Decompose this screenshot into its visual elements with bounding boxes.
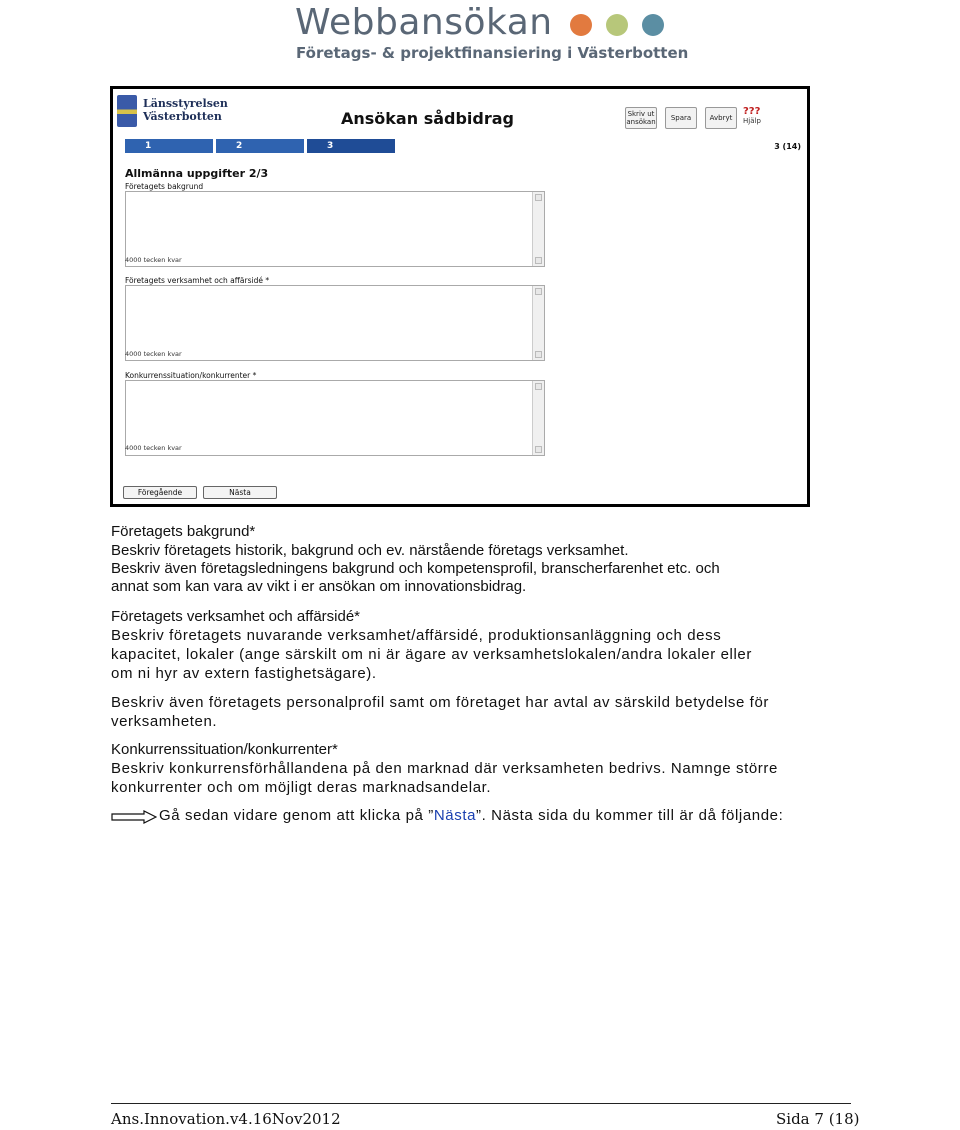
next-button[interactable]: Nästa: [203, 486, 277, 499]
field-label-background: Företagets bakgrund: [125, 182, 204, 191]
paragraph-line: Beskriv konkurrensförhållandena på den marknad där verksamheten bedrivs. Namnge större: [111, 760, 778, 777]
logo-subtitle: Företags- & projektfinansiering i Västerbotten: [296, 44, 689, 62]
help-button[interactable]: ??? Hjälp: [743, 106, 761, 125]
paragraph-line: om ni hyr av extern fastighetsägare).: [111, 665, 377, 682]
paragraph-line: Beskriv även företagsledningens bakgrund och kompetensprofil, branscherfarenhet etc. och: [111, 560, 720, 577]
char-counter-business: 4000 tecken kvar: [125, 350, 182, 358]
print-button[interactable]: Skriv ut ansökan: [625, 107, 657, 129]
step-tabs: [125, 139, 395, 153]
field-label-business: Företagets verksamhet och affärsidé *: [125, 276, 270, 285]
section-title: Allmänna uppgifter 2/3: [125, 167, 269, 180]
org-name: Länsstyrelsen Västerbotten: [143, 97, 228, 123]
textarea-scrollbar[interactable]: [532, 286, 544, 360]
page-number: Sida 7 (18): [776, 1110, 860, 1128]
paragraph-line: Beskriv även företagets personalprofil samt om företaget har avtal av särskild betydelse för: [111, 694, 769, 711]
page-count: 3 (14): [774, 142, 801, 151]
char-counter-background: 4000 tecken kvar: [125, 256, 182, 264]
county-crest-icon: [117, 95, 137, 127]
textarea-scrollbar[interactable]: [532, 381, 544, 455]
section-heading-business: Företagets verksamhet och affärsidé*: [111, 608, 361, 625]
help-icon: ???: [743, 106, 761, 117]
field-label-competition: Konkurrenssituation/konkurrenter *: [125, 371, 257, 380]
step-tab-2[interactable]: 2: [216, 139, 304, 153]
cancel-button[interactable]: Avbryt: [705, 107, 737, 129]
next-instruction: Gå sedan vidare genom att klicka på ”Nästa”. Nästa sida du kommer till är då följande:: [159, 807, 784, 824]
section-heading-background: Företagets bakgrund*: [111, 523, 256, 540]
background-textarea[interactable]: [125, 191, 545, 267]
char-counter-competition: 4000 tecken kvar: [125, 444, 182, 452]
document-version: Ans.Innovation.v4.16Nov2012: [111, 1110, 341, 1128]
application-screenshot: [110, 86, 810, 507]
business-textarea[interactable]: [125, 285, 545, 361]
footer-divider: [111, 1103, 851, 1104]
next-link-text: Nästa: [433, 807, 477, 824]
save-button[interactable]: Spara: [665, 107, 697, 129]
paragraph-line: konkurrenter och om möjligt deras marknadsandelar.: [111, 779, 492, 796]
step-tab-3[interactable]: 3: [307, 139, 395, 153]
paragraph-line: kapacitet, lokaler (ange särskilt om ni är ägare av verksamhetslokalen/andra lokaler eller: [111, 646, 752, 663]
app-title: Ansökan sådbidrag: [341, 109, 514, 128]
section-heading-competition: Konkurrenssituation/konkurrenter*: [111, 741, 338, 758]
paragraph-line: Beskriv företagets nuvarande verksamhet/affärsidé, produktionsanläggning och dess: [111, 627, 722, 644]
logo-dot-green: [606, 14, 628, 36]
step-tab-1[interactable]: 1: [125, 139, 213, 153]
competition-textarea[interactable]: [125, 380, 545, 456]
previous-button[interactable]: Föregående: [123, 486, 197, 499]
textarea-scrollbar[interactable]: [532, 192, 544, 266]
arrow-right-icon: [111, 810, 157, 824]
logo-dot-blue: [642, 14, 664, 36]
paragraph-line: annat som kan vara av vikt i er ansökan om innovationsbidrag.: [111, 578, 527, 595]
logo-title: Webbansökan: [295, 2, 553, 43]
paragraph-line: Beskriv företagets historik, bakgrund och ev. närstående företags verksamhet.: [111, 542, 629, 559]
paragraph-line: verksamheten.: [111, 713, 218, 730]
logo-dot-orange: [570, 14, 592, 36]
